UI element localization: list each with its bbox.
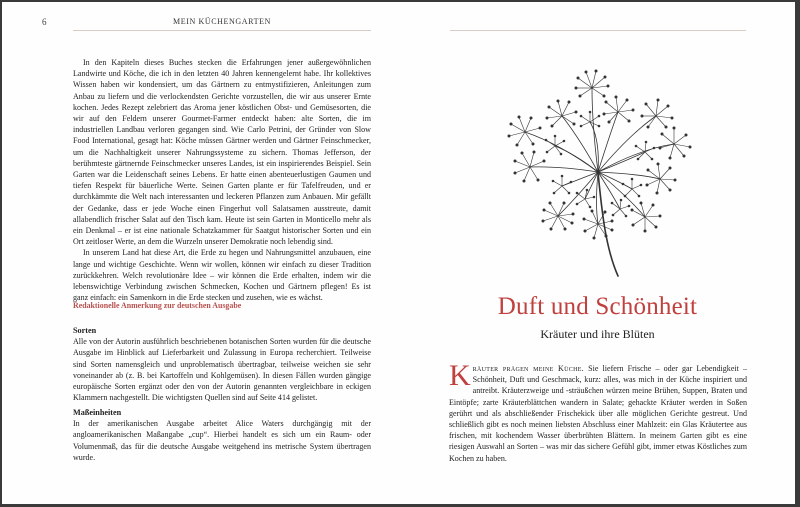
chapter-intro-text	[449, 359, 748, 464]
intro-paragraph: In den Kapiteln dieses Buches stecken die Erfahrungen jener außergewöhnlichen Landwirte und Köche, die ich in den letzten 40 Jahren kennengelernt habe. Ihr kollektives Wissen haben wir kondensiert, um das Gärtnern zu entmystifizieren, Anleitungen zum Anbau zu liefern und die verlockendsten Gerichte vorzustellen, die wir aus unserer Ernte kochen. Jedes Rezept zelebriert das Aroma jener köstlichen Obst- und Gemüsesorten, die wir auf den Feldern unserer Gourmet-Farmer entdeckt haben: alte Sorten, die im industriellen Landbau verloren gegangen sind. Wie Carlo Petrini, der Gründer von Slow Food International, gesagt hat: Köche müssen Gärtner werden und Gärtner Feinschmecker, um die Nachhaltigkeit unserer Nahrungssysteme zu sichern. Thomas Jefferson, der berühmteste gärtnernde Feinschmecker unseres Landes, ist ein inspirierendes Beispiel. Sein Garten war die Leidenschaft seines Lebens. Er hatte einen abenteuerlustigen Gaumen und tiefen Respekt für bäuerliche Werte. Seinen Garten plante er für Tafelfreuden, und er durchkämmte die Welt nach interessanten und leckeren Pflanzen zum Anbauen. Mir gefällt der Gedanke, dass er jede Woche einen Fingerhut voll Salatsamen ausstreute, damit allabendlich frischer Salat auf den Tisch kam. Heute ist sein Garten in Monticello mehr als ein Denkmal – er ist eine nationale Schatzkammer für Saatgut historischer Sorten und ein Ort zeitloser Werte, an dem die Wurzeln unserer Demokratie noch lebendig sind.	[73, 58, 371, 247]
running-head: MEIN KÜCHENGARTEN	[173, 17, 271, 26]
page-number: 6	[42, 17, 47, 27]
note-section-sorten	[73, 325, 371, 403]
header-rule	[450, 30, 746, 31]
header-rule	[73, 30, 371, 31]
note-section-heading: Sorten	[73, 326, 97, 335]
chapter-subtitle: Kräuter und ihre Blüten	[540, 327, 655, 341]
intro-text	[73, 57, 371, 303]
note-section-heading: Maßeinheiten	[73, 408, 122, 417]
chapter-title: Duft und Schönheit	[497, 293, 698, 320]
book-spread	[2, 2, 795, 504]
chapter-body-text: Sie liefern Frische – oder gar Lebendigkeit – Schönheit, Duft und Geschmack, kurz: alles, was mich in der Küche inspiriert und antreibt. Kräuterzweige und -sträußchen würzen meine Brühen, Suppen, Braten und Eintöpfe; zarte Kräuterblättchen wandern in Salate; gehackte Kräuter werden in Soßen gerührt und als abschließender Frischekick über alle möglichen Gerichte gestreut. Und schließlich gibt es noch meinen liebsten Abschluss einer Mahlzeit: ein Glas Kräutertee aus frischen, mit kochendem Wasser überbrühten Blättern. In meinem Garten gibt es eine riesigen Auswahl an Sorten – was mir das sichere Gefühl gibt, immer etwas Köstliches zum Kochen zu haben.	[449, 364, 748, 463]
right-page	[400, 2, 795, 504]
drop-cap: K	[449, 359, 471, 392]
lead-in-smallcaps: räuter prägen meine Küche.	[472, 364, 584, 373]
note-section-text: In der amerikanischen Ausgabe arbeitet Alice Waters durchgängig mit der angloamerikanischen Maßangabe „cup“. Hierbei handelt es sich um ein Raum- oder Volumenmaß, das für die deutsche Ausgabe weitgehend ins metrische System übertragen wurde.	[73, 419, 371, 462]
umbel-flower-illustration	[480, 54, 720, 286]
editorial-note-title: Redaktionelle Anmerkung zur deutschen Ausgabe	[73, 301, 242, 310]
left-page	[2, 2, 400, 504]
flower-drawing-icon	[480, 54, 720, 286]
note-section-text: Alle von der Autorin ausführlich beschriebenen botanischen Sorten wurden für die deutsche Ausgabe im Hinblick auf Lieferbarkeit und Zulassung in Europa recherchiert. Teilweise sind Sorten namensgleich und unproblematisch übertragbar, teilweise weichen sie sehr voneinander ab (z. B. bei Kartoffeln und Kohlgemüsen). In diesen Fällen wurden gängige europäische Sorten ergänzt oder den von der Autorin genannten vergleichbare in eckigen Klammern nachgestellt. Die wichtigsten Quellen sind auf Seite 414 gelistet.	[73, 337, 371, 403]
note-section-masseinheiten	[73, 407, 371, 463]
intro-paragraph: In unserem Land hat diese Art, die Erde zu hegen und Nahrungsmittel anzubauen, eine lange und wichtige Geschichte. Wenn wir wollen, können wir einfach zu dieser Tradition zurückkehren. Welch revolutionäre Idee – wir können die Erde erhalten, indem wir die lebenswichtige Verbindung zwischen Schmecken, Kochen und Gärtnern pflegen! Es ist ganz einfach: ein Samenkorn in die Erde stecken und zusehen, wie es wächst.	[73, 248, 371, 303]
